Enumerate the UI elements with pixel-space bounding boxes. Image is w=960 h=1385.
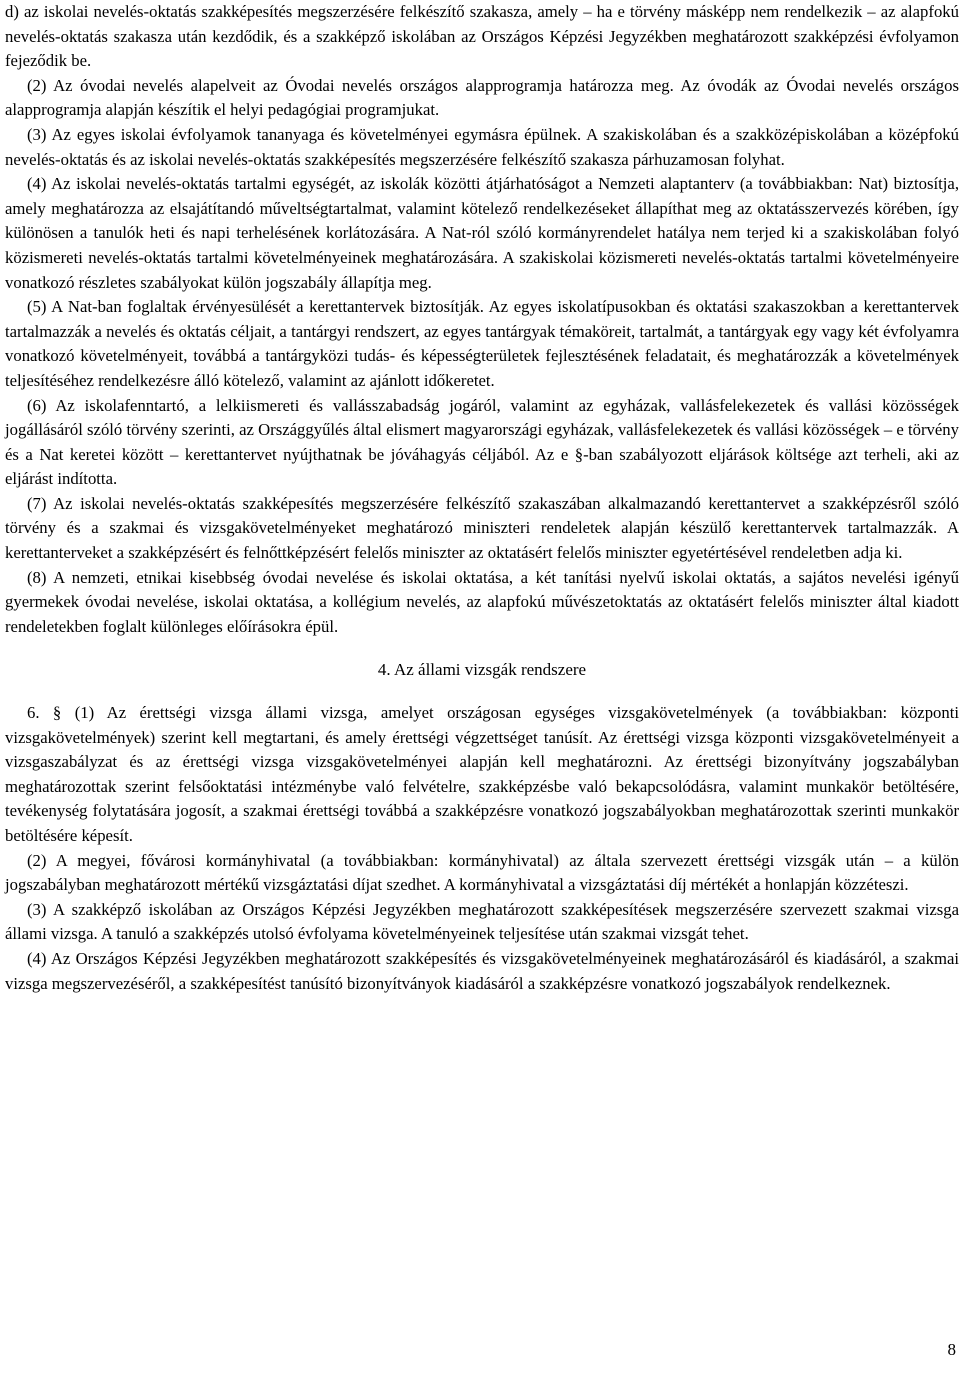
paragraph-7: (7) Az iskolai nevelés-oktatás szakképesítés megszerzésére felkészítő szakaszában alkalmazandó kerettantervet a szakképzésről szóló törvény és a szakmai és vizsgakövetelményeket meghatározó miniszteri rendeletek alapján készülő kerettantervek tartalmazzák. A kerettanterveket a szakképzésért és felnőttképzésért felelős miniszter az oktatásért felelős miniszter egyetértésével rendeletben adja ki.: [5, 493, 959, 563]
section-heading: 4. Az állami vizsgák rendszere: [377, 660, 587, 680]
paragraph-d: d) az iskolai nevelés-oktatás szakképesítés megszerzésére felkészítő szakasza, amely – ha e törvény másképp nem rendelkezik – az alapfokú nevelés-oktatás szakasza után kezdődik, és a szakképző iskolában az Országos Képzési Jegyzékben meghatározott szakképzési évfolyamon fejeződik be.: [5, 2, 959, 71]
section-6-paragraph-1: 6. § (1) Az érettségi vizsga állami vizsga, amelyet országosan egységes vizsgakövetelmények (a továbbiakban: központi vizsgakövetelmények) szerint kell megtartani, és amely érettségi végzettséget tanúsít. Az érettségi vizsga központi vizsgakövetelményeit a vizsgaszabályzat és az érettségi vizsga vizsgakövetelményei alapján kell meghatározni. Az érettségi bizonyítvány jogszabályban meghatározottak szerint felsőoktatási intézménybe való felvételre, szakképzésbe való bekapcsolódásra, valamint munkakör betöltésére, tevékenység folytatására jogosít, a szakmai érettségi továbbá a szakképzésre vonatkozó jogszabályokban meghatározottak szerinti munkakör betöltésére képesít.: [5, 703, 959, 845]
paragraph-4: (4) Az iskolai nevelés-oktatás tartalmi egységét, az iskolák közötti átjárhatóságot a Nemzeti alaptanterv (a továbbiakban: Nat) biztosítja, amely meghatározza az elsajátítandó műveltségtartalmat, valamint kötelező rendelkezéseket állapíthat meg az oktatásszervezés körében, így különösen a tanulók heti és napi terhelésének korlátozására. A Nat-ról szóló kormányrendelet hatálya nem terjed ki a szakiskolában folyó közismereti nevelés-oktatás tartalmi követelményeinek meghatározására. A szakiskolai közismereti nevelés-oktatás tartalmi követelményeire vonatkozó részletes szabályokat külön jogszabály állapítja meg.: [5, 174, 959, 292]
paragraph-8: (8) A nemzeti, etnikai kisebbség óvodai nevelése és iskolai oktatása, a két tanítási nyelvű iskolai oktatás, a sajátos nevelési igényű gyermekek óvodai nevelése, iskolai oktatása, a kollégium nevelés, az alapfokú művészetoktatás az oktatásért felelős miniszter által kiadott rendeletekben foglalt különleges előírásokra épül.: [5, 567, 959, 636]
paragraph-3: (3) Az egyes iskolai évfolyamok tananyaga és követelményei egymásra épülnek. A szakiskolában és a szakközépiskolában a középfokú nevelés-oktatás és az iskolai nevelés-oktatás szakképesítés megszerzésére felkészítő szakasza párhuzamosan folyhat.: [5, 124, 959, 169]
paragraph-5: (5) A Nat-ban foglaltak érvényesülését a kerettantervek biztosítják. Az egyes iskolatípusokban és oktatási szakaszokban a kerettantervek tartalmazzák a nevelés és oktatás céljait, a tantárgyi rendszert, az egyes tantárgyak témaköreit, tartalmát, a tantárgyak egy vagy két évfolyamra vonatkozó követelményeit, továbbá a tantárgyközi tudás- és képességterületek fejlesztésének feladatait, és meghatározzák a követelmények teljesítéséhez rendelkezésre álló kötelező, valamint az ajánlott időkeretet.: [5, 297, 959, 390]
paragraph-6: (6) Az iskolafenntartó, a lelkiismereti és vallásszabadság jogáról, valamint az egyházak, vallásfelekezetek és vallási közösségek jogállásáról szóló törvény szerinti, az Országgyűlés által elismert magyarországi egyházak, vallásfelekezetek és vallási közösségek – e törvény és a Nat keretei között – kerettantervet nyújthatnak be jóváhagyás céljából. Az e §-ban szabályozott eljárások költsége azt terheli, aki az eljárást indította.: [5, 395, 959, 489]
paragraph-2: (2) Az óvodai nevelés alapelveit az Óvodai nevelés országos alapprogramja határozza meg. Az óvodák az Óvodai nevelés országos alapprogramja alapján készítik el helyi pedagógiai programjukat.: [5, 75, 959, 120]
section-6-paragraph-4: (4) Az Országos Képzési Jegyzékben meghatározott szakképesítés és vizsgakövetelményeinek meghatározásáról és kiadásáról, a szakmai vizsga megszervezéséről, a szakképesítést tanúsító bizonyítványok kiadásáról a szakképzésre vonatkozó jogszabályok rendelkeznek.: [5, 948, 959, 993]
section-6-paragraph-2: (2) A megyei, fővárosi kormányhivatal (a továbbiakban: kormányhivatal) az általa szervezett érettségi vizsgák után – a külön jogszabályban meghatározott mértékű vizsgáztatási díjat szedhet. A kormányhivatal a vizsgáztatási díj mértékét a honlapján közzéteszi.: [5, 850, 959, 895]
page-number: 8: [947, 1340, 956, 1359]
section-6-paragraph-3: (3) A szakképző iskolában az Országos Képzési Jegyzékben meghatározott szakképesítések megszerzésére szervezett szakmai vizsga állami vizsga. A tanuló a szakképzés utolsó évfolyama követelményeinek teljesítése után szakmai vizsgát tehet.: [5, 899, 959, 944]
document-body: [5, 0, 959, 996]
